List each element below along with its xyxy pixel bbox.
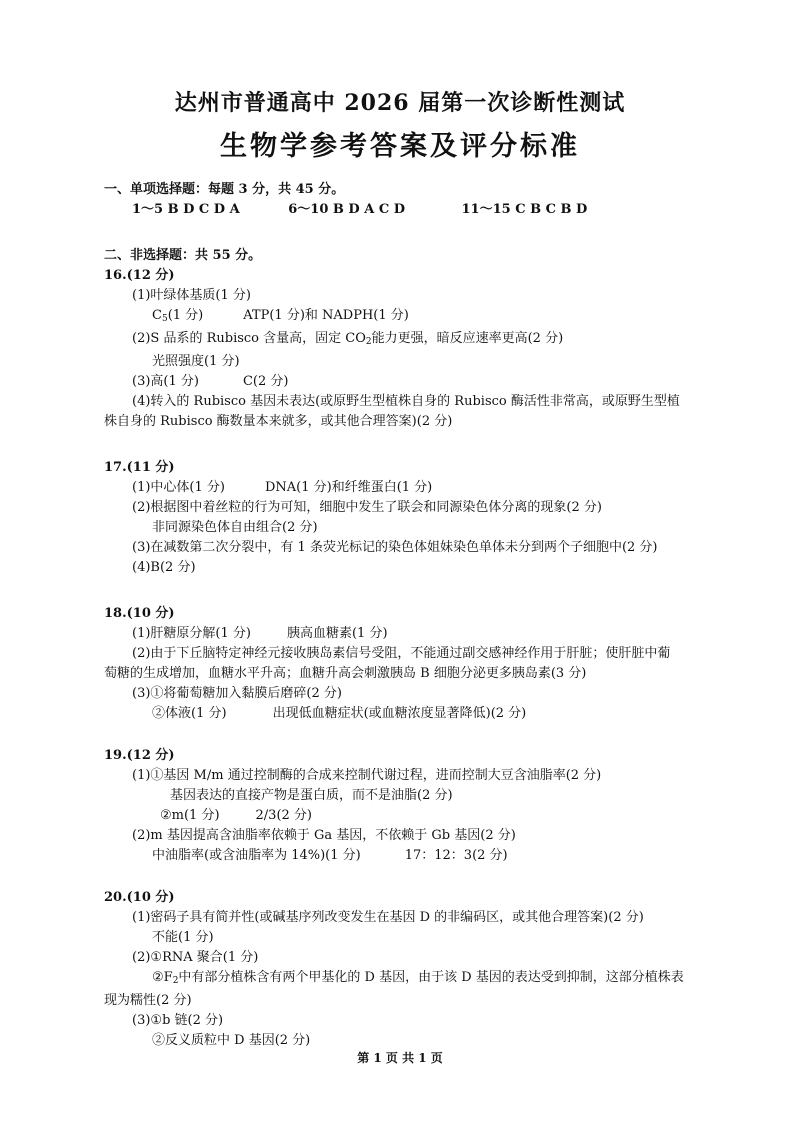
question-16-header: 16.(12 分) [104, 268, 175, 283]
choice-answers-6-10: 6～10 B D A C D [288, 202, 405, 217]
q18-answer-3b-b: 出现低血糖症状(或血糖浓度显著降低)(2 分) [272, 706, 527, 721]
q20-answer-3b: ②反义质粒中 D 基因(2 分) [152, 1033, 311, 1048]
q20-answer-1-extra: 不能(1 分) [152, 930, 214, 945]
document-subtitle: 生物学参考答案及评分标准 [220, 131, 580, 162]
q16-answer-1-detail [104, 306, 704, 329]
q17-answer-2: (2)根据图中着丝粒的行为可知，细胞中发生了联会和同源染色体分离的现象(2 分) [132, 500, 602, 515]
choice-answers-1-5: 1～5 B D C D A [132, 202, 240, 217]
page-number: 第 1 页 共 1 页 [357, 1051, 443, 1065]
q19-answer-1-extra: 基因表达的直接产物是蛋白质，而不是油脂(2 分) [170, 788, 453, 803]
q16-answer-4: (4)转入的 Rubisco 基因未表达(或原野生型植株自身的 Rubisco 酶活性非常高，或原野生型植 [132, 394, 680, 409]
q19-answer-2: (2)m 基因提高含油脂率依赖于 Ga 基因，不依赖于 Gb 基因(2 分) [132, 828, 516, 843]
q19-answer-1-2 [104, 806, 704, 826]
q17-answer-3: (3)在减数第二次分裂中，有 1 条荧光标记的染色体姐妹染色单体未分到两个子细胞中(2 分) [132, 540, 658, 555]
question-19-header: 19.(12 分) [104, 748, 175, 763]
q18-answer-3b-a: ②体液(1 分) [152, 706, 227, 721]
q19-answer-2-extra [104, 846, 704, 866]
q18-answer-3b [104, 704, 704, 724]
question-17-header: 17.(11 分) [104, 460, 175, 475]
choice-answers-11-15: 11～15 C B C B D [461, 202, 588, 217]
q18-answer-1a: (1)肝糖原分解(1 分) [132, 626, 251, 641]
q18-answer-1b: 胰高血糖素(1 分) [286, 626, 388, 641]
q17-answer-4: (4)B(2 分) [132, 560, 196, 575]
q16-answer-1: (1)叶绿体基质(1 分) [132, 288, 251, 303]
q19-answer-1-2a: ②m(1 分) [160, 808, 220, 823]
q18-answer-2: (2)由于下丘脑特定神经元接收胰岛素信号受阻，不能通过副交感神经作用于肝脏；使肝脏中葡 [132, 646, 671, 661]
question-20-header: 20.(10 分) [104, 890, 175, 905]
q16-answer-4-cont: 株自身的 Rubisco 酶数量本来就多，或其他合理答案)(2 分) [104, 414, 453, 429]
q16-answer-3 [104, 372, 704, 392]
choice-answers [104, 200, 704, 220]
q16-c5-answer: $C_5(1$ 分) [152, 308, 204, 324]
q16-answer-3b: C(2 分) [242, 374, 289, 389]
q16-answer-2: (2)S 品系的 Rubisco 含量高，固定 $CO_2$能力更强，暗反应速率更高(2 分) [132, 331, 564, 347]
q19-answer-2b: 17：12：3(2 分) [404, 848, 508, 863]
section-single-choice-title: 一、单项选择题：每题 3 分，共 45 分。 [104, 182, 345, 197]
q18-answer-3: (3)①将葡萄糖加入黏膜后磨碎(2 分) [132, 686, 342, 701]
q20-answer-1: (1)密码子具有简并性(或碱基序列改变发生在基因 D 的非编码区，或其他合理答案)(2 分) [132, 910, 644, 925]
q19-answer-1: (1)①基因 M/m 通过控制酶的合成来控制代谢过程，进而控制大豆含油脂率(2 分) [132, 768, 602, 783]
q17-answer-1b: DNA(1 分)和纤维蛋白(1 分) [264, 480, 433, 495]
q20-answer-3: (3)①b 链(2 分) [132, 1013, 224, 1028]
q20-answer-2b: $②F_2$中有部分植株含有两个甲基化的 D 基因，由于该 D 基因的表达受到抑制，这部分植株表 [152, 970, 684, 986]
q18-answer-1 [104, 624, 704, 644]
question-18-header: 18.(10 分) [104, 606, 175, 621]
q20-answer-2: (2)①RNA 聚合(1 分) [132, 950, 259, 965]
q20-answer-2b-cont: 现为糯性(2 分) [104, 993, 192, 1008]
q16-atp-nadph-answer: ATP(1 分)和 NADPH(1 分) [243, 308, 409, 323]
q17-answer-1a: (1)中心体(1 分) [132, 480, 225, 495]
q19-answer-1-2b: 2/3(2 分) [255, 808, 313, 823]
q16-answer-3a: (3)高(1 分) [132, 374, 199, 389]
q19-answer-2a: 中油脂率(或含油脂率为 14%)(1 分) [152, 848, 361, 863]
q17-answer-1 [104, 478, 704, 498]
q18-answer-2-cont: 萄糖的生成增加，血糖水平升高；血糖升高会刺激胰岛 B 细胞分泌更多胰岛素(3 分) [104, 666, 587, 681]
q16-answer-2-extra: 光照强度(1 分) [152, 354, 240, 369]
answer-content [104, 180, 704, 1051]
q17-answer-2-extra: 非同源染色体自由组合(2 分) [152, 520, 318, 535]
section-nonchoice-title: 二、非选择题：共 55 分。 [104, 248, 262, 263]
document-title: 达州市普通高中 2026 届第一次诊断性测试 [174, 90, 626, 116]
